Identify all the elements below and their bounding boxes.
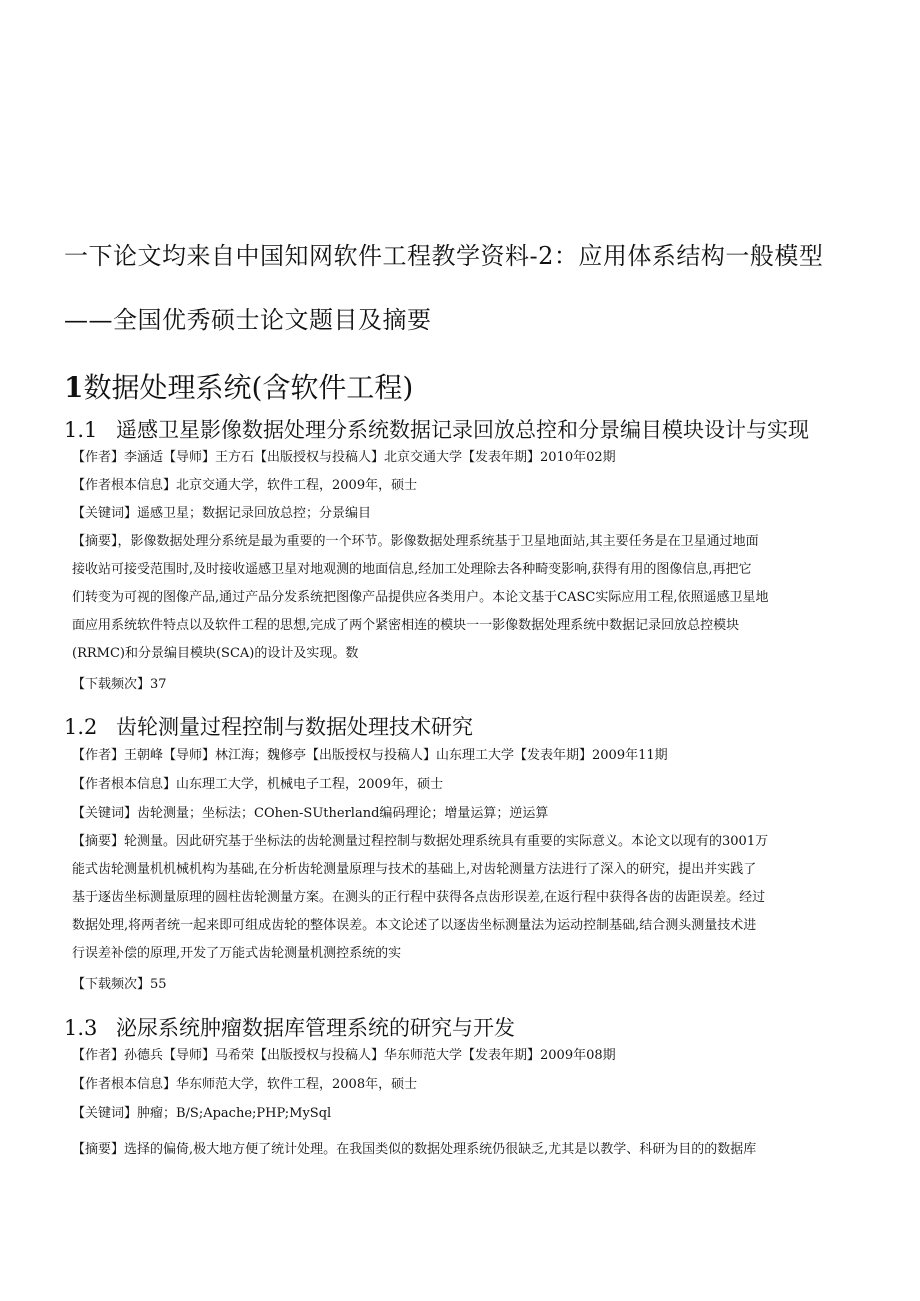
abstract-line: 能式齿轮测量机机械机构为基础,在分析齿轮测量原理与技术的基础上,对齿轮测量方法进行了深入的研究，提出并实践了 <box>72 862 757 877</box>
downloads-line: 【下载频次】37 <box>72 677 167 692</box>
abstract-line: 行误差补偿的原理,开发了万能式齿轮测量机测控系统的实 <box>72 946 402 961</box>
section-title: 齿轮测量过程控制与数据处理技术研究 <box>116 715 473 739</box>
section-heading <box>64 1012 515 1042</box>
abstract-line: 【摘要】轮测量。因此研究基于坐标法的齿轮测量过程控制与数据处理系统具有重要的实际意义。本论文以现有的3001万 <box>72 834 769 849</box>
abstract-line: 【摘要】，影像数据处理分系统是最为重要的一个环节。影像数据处理系统基于卫星地面站,其主要任务是在卫星通过地面 <box>72 534 759 549</box>
abstract-line: (RRMC)和分景编目模块(SCA)的设计及实现。数 <box>72 646 359 661</box>
abstract-line: 数据处理,将两者统一起来即可组成齿轮的整体误差。本文论述了以逐齿坐标测量法为运动控制基础,结合测头测量技术进 <box>72 918 757 933</box>
abstract-line: 【摘要】选择的偏倚,极大地方便了统计处理。在我国类似的数据处理系统仍很缺乏,尤其是以教学、科研为目的的数据库 <box>72 1142 757 1157</box>
chapter-number: 1 <box>64 371 84 404</box>
section-title: 遥感卫星影像数据处理分系统数据记录回放总控和分景编目模块设计与实现 <box>116 418 809 442</box>
section-heading <box>64 711 473 741</box>
abstract-block <box>72 828 852 968</box>
author-info-line: 【作者根本信息】华东师范大学，软件工程，2008年，硕士 <box>72 1077 418 1092</box>
author-line: 【作者】李涵适【导师】王方石【出版授权与投稿人】北京交通大学【发表年期】2010年02期 <box>72 450 616 465</box>
keywords-line: 【关键词】肿瘤；B/S;Apache;PHP;MySql <box>72 1106 332 1121</box>
downloads-line: 【下载频次】55 <box>72 977 167 992</box>
chapter-heading <box>64 366 413 406</box>
abstract-line: 基于逐齿坐标测量原理的圆柱齿轮测量方案。在测头的正行程中获得各点齿形误差,在返行程中获得各齿的齿距误差。经过 <box>72 890 766 905</box>
abstract-block <box>72 528 852 668</box>
author-line: 【作者】王朝峰【导师】林江海；魏修亭【出版授权与投稿人】山东理工大学【发表年期】2009年11期 <box>72 748 668 763</box>
section-number: 1.2 <box>64 715 98 739</box>
keywords-line: 【关键词】遥感卫星；数据记录回放总控；分景编目 <box>72 506 372 521</box>
author-line: 【作者】孙德兵【导师】马希荣【出版授权与投稿人】华东师范大学【发表年期】2009年08期 <box>72 1048 616 1063</box>
abstract-line: 们转变为可视的图像产品,通过产品分发系统把图像产品提供应各类用户。本论文基于CASC实际应用工程,依照遥感卫星地 <box>72 590 769 605</box>
abstract-line: 接收站可接受范围时,及时接收遥感卫星对地观测的地面信息,经加工处理除去各种畸变影响,获得有用的图像信息,再把它 <box>72 562 752 577</box>
section-number: 1.1 <box>64 418 98 442</box>
author-info-line: 【作者根本信息】山东理工大学，机械电子工程，2009年，硕士 <box>72 777 444 792</box>
abstract-line: 面应用系统软件特点以及软件工程的思想,完成了两个紧密相连的模块一一影像数据处理系统中数据记录回放总控模块 <box>72 618 740 633</box>
section-title: 泌尿系统肿瘤数据库管理系统的研究与开发 <box>116 1016 515 1040</box>
keywords-line: 【关键词】齿轮测量；坐标法；COhen-SUtherland编码理论；增量运算；逆运算 <box>72 806 549 821</box>
document-title-line-2: ——全国优秀硕士论文题目及摘要 <box>64 306 432 334</box>
chapter-title: 数据处理系统(含软件工程) <box>83 371 414 404</box>
author-info-line: 【作者根本信息】北京交通大学，软件工程，2009年，硕士 <box>72 478 418 493</box>
section-number: 1.3 <box>64 1016 98 1040</box>
abstract-block <box>72 1136 852 1164</box>
section-heading <box>64 414 809 444</box>
document-title-line-1: 一下论文均来自中国知网软件工程教学资料-2：应用体系结构一般模型 <box>64 242 824 270</box>
